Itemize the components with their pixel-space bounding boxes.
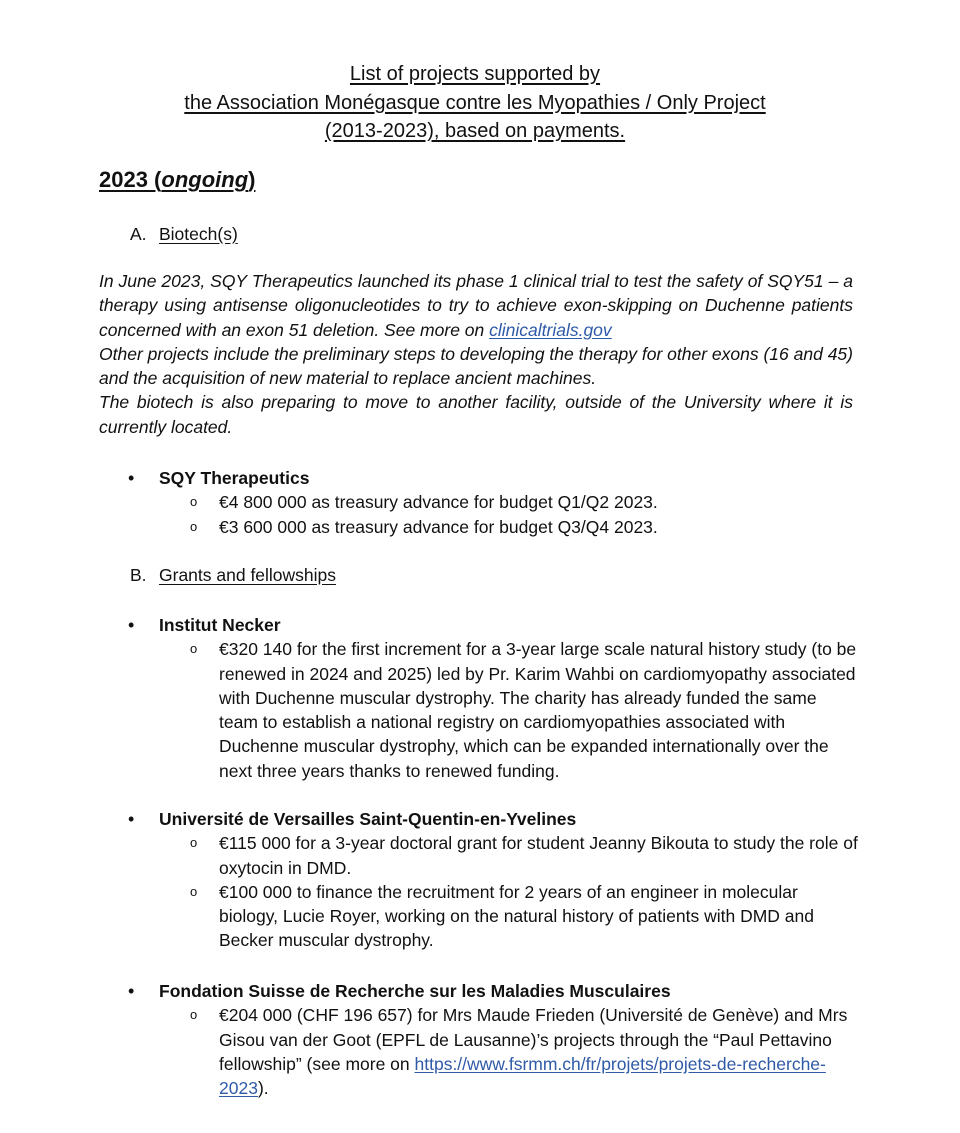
biotech-intro (99, 269, 853, 439)
funding-text: €320 140 for the first increment for a 3-year large scale natural history study (to be renewed in 2024 and 2025) led by Pr. Karim Wahbi on cardiomyopathy associated with Duchenne muscular dystrophy. The charity has already funded the same team to establish a national registry on cardiomyopathies associated with Duchenne muscular dystrophy, which can be expanded internationally over the next three years thanks to renewed funding. (219, 639, 857, 781)
funding-text: €115 000 for a 3-year doctoral grant for student Jeanny Bikouta to study the role of oxytocin in DMD. (219, 833, 858, 878)
intro-p1-text: In June 2023, SQY Therapeutics launched its phase 1 clinical trial to test the safety of SQY51 – a therapy using antisense oligonucleotides to try to achieve exon-skipping on Duchenne patients concerned with an exon 51 deletion. See more on (99, 271, 853, 340)
year-status: ongoing (161, 167, 249, 192)
funding-list (0, 1003, 960, 1100)
sub-bullet-icon: o (190, 518, 198, 534)
section-a-label: Biotech(s) (159, 224, 238, 244)
list-item (0, 880, 859, 953)
sub-bullet-icon: o (190, 494, 198, 510)
list-item (0, 831, 859, 880)
funding-text: €3 600 000 as treasury advance for budget Q3/Q4 2023. (219, 516, 658, 537)
sub-bullet-icon: o (190, 883, 198, 899)
funding-list (0, 637, 960, 783)
list-item (0, 490, 859, 514)
year-heading (99, 167, 255, 193)
sub-bullet-icon: o (190, 835, 198, 851)
intro-paragraph-1 (99, 269, 853, 342)
section-b-letter: B. (130, 565, 147, 585)
funding-list (0, 831, 960, 952)
title-line-1: List of projects supported by (349, 63, 601, 85)
list-item (0, 515, 859, 539)
section-a-letter: A. (130, 224, 147, 244)
bullet-icon: • (128, 981, 135, 1001)
section-a-heading (130, 222, 238, 246)
org-name: SQY Therapeutics (159, 468, 310, 488)
bullet-icon: • (128, 615, 135, 635)
list-item (0, 1003, 859, 1100)
bullet-icon: • (128, 468, 135, 488)
intro-paragraph-3: The biotech is also preparing to move to another facility, outside of the University where it is currently located. (99, 392, 853, 437)
funding-list (0, 490, 960, 539)
org-name: Fondation Suisse de Recherche sur les Maladies Musculaires (159, 981, 671, 1001)
org-name: Institut Necker (159, 615, 281, 635)
title-line-2: the Association Monégasque contre les Myopathies / Only Project (184, 91, 766, 114)
year-close: ) (248, 167, 256, 192)
sub-bullet-icon: o (190, 641, 198, 657)
funding-text: €100 000 to finance the recruitment for 2 years of an engineer in molecular biology, Lucie Royer, working on the natural history of patients with DMD and Becker muscular dystrophy. (219, 881, 814, 951)
funding-text: €204 000 (CHF 196 657) for Mrs Maude Frieden (Université de Genève) and Mrs Gisou van der Goot (EPFL de Lausanne)’s projects through the “Paul Pettavino fellowship” (see more on (219, 1005, 848, 1074)
list-item (0, 637, 859, 783)
funding-text-end: ). (257, 1078, 269, 1099)
bullet-icon: • (128, 809, 135, 829)
fsrmm-link[interactable]: https://www.fsrmm.ch/fr/projets/projets-de-recherche-2023 (219, 1053, 826, 1099)
sub-bullet-icon: o (190, 1007, 198, 1023)
org-name: Université de Versailles Saint-Quentin-en-Yvelines (159, 809, 577, 829)
intro-paragraph-2: Other projects include the preliminary steps to developing the therapy for other exons (16 and 45) and the acquisition of new material to replace ancient machines. (99, 343, 853, 389)
funding-text: €4 800 000 as treasury advance for budget Q1/Q2 2023. (219, 492, 658, 513)
clinicaltrials-link[interactable]: clinicaltrials.gov (489, 319, 612, 340)
title-line-3: (2013-2023), based on payments. (324, 120, 626, 142)
section-b-heading (130, 563, 336, 587)
section-b-label: Grants and fellowships (159, 565, 337, 585)
year-number: 2023 ( (99, 167, 162, 192)
document-title (0, 60, 950, 146)
